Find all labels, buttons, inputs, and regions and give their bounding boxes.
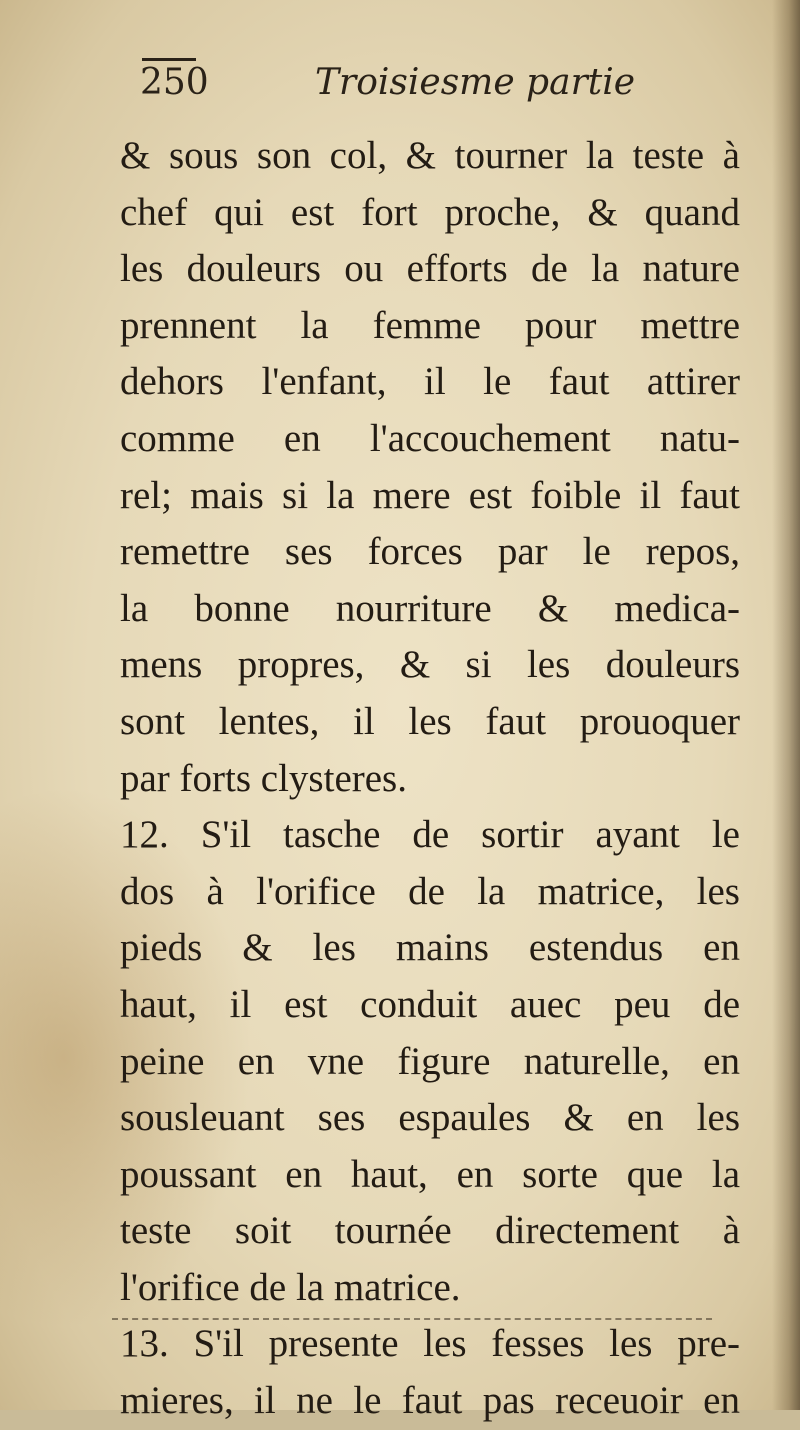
text-line: poussant en haut, en sorte que la	[120, 1152, 740, 1196]
running-head-title: Troisiesme partie	[315, 62, 636, 103]
text-line: prennent la femme pour mettre	[120, 303, 740, 347]
body-text	[120, 128, 740, 1430]
text-line: dos à l'orifice de la matrice, les	[120, 869, 740, 913]
text-line: dehors l'enfant, il le faut attirer	[120, 360, 740, 404]
text-line: chef qui est fort proche, & quand	[120, 190, 740, 234]
bottom-rule	[112, 1318, 712, 1320]
text-line: l'orifice de la matrice.	[120, 1265, 461, 1309]
text-line: remettre ses forces par le repos,	[120, 530, 740, 574]
text-line: comme en l'accouchement natu-	[120, 416, 740, 460]
text-line: la bonne nourriture & medica-	[120, 586, 740, 630]
page-gutter-shadow	[772, 0, 800, 1410]
text-line: pieds & les mains estendus en	[120, 926, 740, 970]
running-head	[140, 62, 740, 112]
page-number: 250	[140, 62, 209, 103]
text-line: 12. S'il tasche de sortir ayant le	[120, 813, 740, 857]
text-line: mieres, il ne le faut pas receuoir en	[120, 1379, 740, 1423]
text-line: les douleurs ou efforts de la nature	[120, 247, 740, 291]
text-line: 13. S'il presente les fesses les pre-	[120, 1322, 740, 1366]
text-line: par forts clysteres.	[120, 756, 407, 800]
text-line: teste soit tournée directement à	[120, 1209, 740, 1253]
text-line: haut, il est conduit auec peu de	[120, 982, 740, 1026]
text-line: rel; mais si la mere est foible il faut	[120, 473, 740, 517]
text-line: peine en vne figure naturelle, en	[120, 1039, 740, 1083]
text-line: sont lentes, il les faut prouoquer	[120, 699, 740, 743]
text-line: sousleuant ses espaules & en les	[120, 1096, 740, 1140]
text-line: & sous son col, & tourner la teste à	[120, 134, 740, 177]
text-line: mens propres, & si les douleurs	[120, 643, 740, 687]
